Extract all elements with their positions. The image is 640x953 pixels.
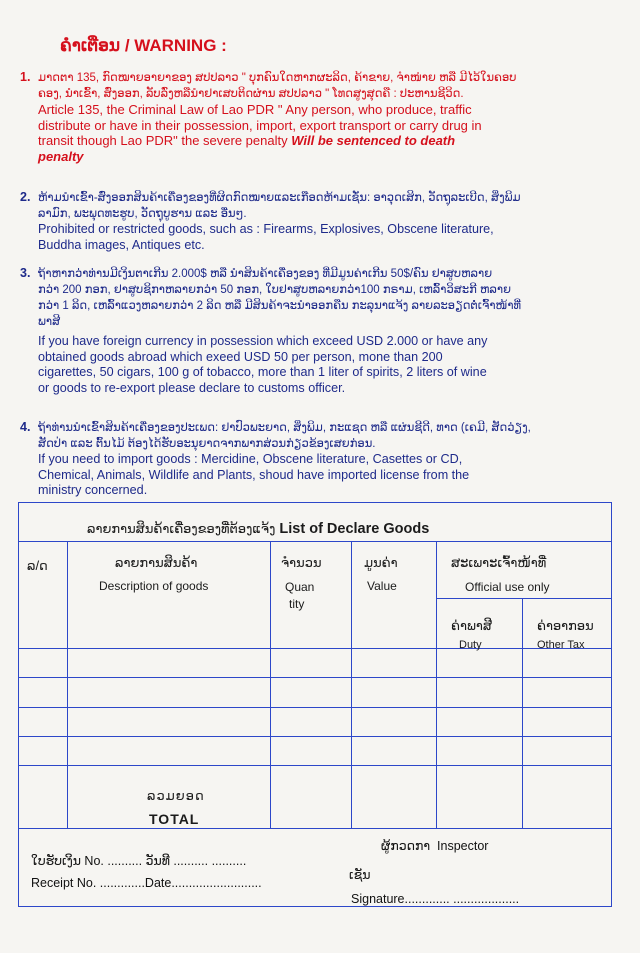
warning-title: ຄຳເຕືອນ / WARNING : — [60, 36, 227, 55]
col-qty-header-en-1: Quan — [285, 580, 315, 594]
item-3-lao-line-4: ພາສີ — [38, 316, 61, 328]
item-4-en-line-3: ministry concerned. — [38, 483, 148, 497]
item-3-lao-line-2: ກວ່າ 200 ກອກ, ຢາສູບຊິກາຫລາຍກວ່າ 50 ກອກ, ໃບຢາສູບຫລາຍກວ່າ100 ກຣາມ, ເຫລົ້າວິສະກີ ຫລາຍ — [38, 284, 511, 296]
item-3-lao-line-1: ຖ້າຫາກວ່າທ່ານມີເງິນຕາເກີນ 2.000$ ຫລື ນຳສິນຄ້າເຄື່ອງຂອງ ທີ່ມີມູນຄ່າເກີນ 50$/ຄົນ ຢາສູບຫລາຍ — [38, 268, 493, 280]
total-label-en: TOTAL — [149, 811, 200, 827]
item-2-lao-line-2: ລາມົກ, ພະພຸດທະຮູບ, ວັດຖຸບູຮານ ແລະ ອື່ນໆ. — [38, 208, 247, 220]
item-1-lao-line-1: ມາດຕາ 135, ກົດໝາຍອາຍາຂອງ ສປປລາວ " ບຸກຄົນໃດຫາກຜະລິດ, ຄ້າຂາຍ, ຈຳໜ່າຍ ຫລື ມີໄວ້ໃນຄອບ — [38, 72, 517, 84]
warning-item-1 — [20, 70, 622, 164]
receipt-line-en: Receipt No. .............Date.......................... — [31, 876, 262, 890]
col-desc-header-en: Description of goods — [99, 579, 209, 593]
col-qty-header-en-2: tity — [289, 597, 305, 611]
item-2-en-line-1: Prohibited or restricted goods, such as : Firearms, Explosives, Obscene literature, — [38, 222, 494, 236]
list-title-lao: ລາຍການສິນຄ້າເຄື່ອງຂອງທີ່ຕ້ອງແຈ້ງ — [87, 521, 276, 536]
inspector-label — [381, 838, 488, 853]
item-1-en-line-4: penalty — [38, 148, 84, 164]
warning-item-2 — [20, 190, 622, 253]
item-number: 1. — [20, 70, 31, 84]
item-number: 3. — [20, 266, 31, 280]
col-no-header: ລ/ດ — [27, 558, 48, 573]
item-1-en-line-1: Article 135, the Criminal Law of Lao PDR " Any person, who produce, traffic — [38, 102, 472, 117]
list-title-en: List of Declare Goods — [279, 521, 430, 537]
receipt-line-lao: ໃບຮັບເງິນ No. .......... ວັນທີ .......... .......... — [31, 854, 247, 868]
row-divider — [19, 828, 611, 829]
col-desc-header-lao: ລາຍການສິນຄ້າ — [115, 555, 198, 570]
item-3-lao-line-3: ກວ່າ 1 ລິດ, ເຫລົ້າແວງຫລາຍກວ່າ 2 ລິດ ຫລື ມີສິນຄ້າຈະນຳອອກຄືນ ກະລຸນາແຈ້ງ ລາຍລະອຽດຕໍ່ເຈົ້າໜ້າທີ່ — [38, 300, 522, 312]
col-official-header-en: Official use only — [465, 580, 550, 594]
total-label-lao: ລວມຍອດ — [147, 788, 205, 803]
item-3-en-line-4: or goods to re-export please declare to customs officer. — [38, 380, 346, 395]
item-3-en-line-1: If you have foreign currency in possession which exceed USD 2.000 or have any — [38, 334, 488, 348]
item-4-en-line-2: Chemical, Animals, Wildlife and Plants, shoud have imported license from the — [38, 467, 470, 482]
item-1-en-line-3a: transit though Lao PDR" the severe penalty — [38, 133, 292, 148]
col-duty-header-en: Duty — [459, 639, 482, 651]
signature-line: Signature............. ................... — [351, 892, 520, 906]
official-sub-divider — [436, 598, 611, 599]
item-3-en-line-2: obtained goods abroad which exeed USD 50 per person, mone than 200 — [38, 349, 443, 364]
item-1-lao-line-2: ຄອງ, ນຳເຂົ້າ, ສົ່ງອອກ, ລັບລົ່ງຫລືນຳຢາເສບຕິດຜ່ານ ສປປລາວ " ໂທດສູງສຸດຄື : ປະຫານຊີວິດ. — [38, 88, 464, 100]
item-4-lao-line-2: ສັດປ່າ ແລະ ຕົ້ນໄມ້ ຕ້ອງໄດ້ຮັບອະນຸຍາດຈາກພາກສ່ວນກ່ຽວຂ້ອງເສຍກ່ອນ. — [38, 438, 376, 450]
col-divider — [436, 541, 437, 828]
warning-item-4 — [20, 420, 622, 499]
col-divider — [351, 541, 352, 828]
col-duty-header-lao: ຄ່າພາສີ — [451, 618, 493, 633]
item-4-lao-line-1: ຖ້າທ່ານນຳເຂົ້າສິນຄ້າເຄື່ອງຂອງປະເພດ: ຢາປົວພະຍາດ, ສິ່ງພິມ, ກະແຊດ ຫລື ແຜ່ນຊີດີ, ທາດ (ເຄມີ, ສັດວ່ຽງ, — [38, 422, 531, 434]
col-divider — [522, 598, 523, 828]
item-2-en-line-2: Buddha images, Antiques etc. — [38, 237, 205, 252]
inspector-label-en: Inspector — [437, 839, 489, 853]
item-1-en-line-3 — [38, 133, 622, 149]
item-3-en-line-3: cigarettes, 50 cigars, 100 g of tobacco, more than 1 liter of spirits, 2 liters of wine — [38, 365, 487, 379]
item-number: 4. — [20, 420, 31, 434]
item-4-en-line-1: If you need to import goods : Mercidine, Obscene literature, Casettes or CD, — [38, 452, 463, 466]
col-other-tax-header-en: Other Tax — [537, 639, 585, 651]
col-divider — [270, 541, 271, 828]
death-penalty-emphasis: Will be sentenced to death — [291, 133, 456, 148]
col-qty-header-lao: ຈຳນວນ — [281, 555, 322, 570]
col-value-header-en: Value — [367, 579, 397, 593]
item-number: 2. — [20, 190, 31, 204]
item-2-lao-line-1: ຫ້າມນຳເຂົ້າ-ສົ່ງອອກສິນຄ້າເຄື່ອງຂອງທີ່ຜິດກົດໝາຍແລະເກືອດຫ້າມເຊັ່ນ: ອາວຸດເສິກ, ວັດຖຸລະເບີດ, ສິ່ງພິມ — [38, 192, 521, 204]
item-1-en-line-2: distribute or have in their possession, import, export transport or carry drug in — [38, 117, 482, 133]
col-divider — [67, 541, 68, 828]
signature-label-lao: ເຊັນ — [349, 868, 371, 882]
row-divider — [19, 541, 611, 542]
col-value-header-lao: ມູນຄ່າ — [364, 555, 398, 570]
declare-goods-table — [18, 502, 612, 907]
inspector-label-lao: ຜູ້ກວດກາ — [381, 839, 431, 853]
col-other-tax-header-lao: ຄ່າອາກອນ — [537, 618, 594, 633]
warning-item-3 — [20, 266, 622, 396]
col-official-header-lao: ສະເພາະເຈົ້າໜ້າທີ່ — [451, 555, 547, 570]
list-title — [87, 521, 429, 537]
